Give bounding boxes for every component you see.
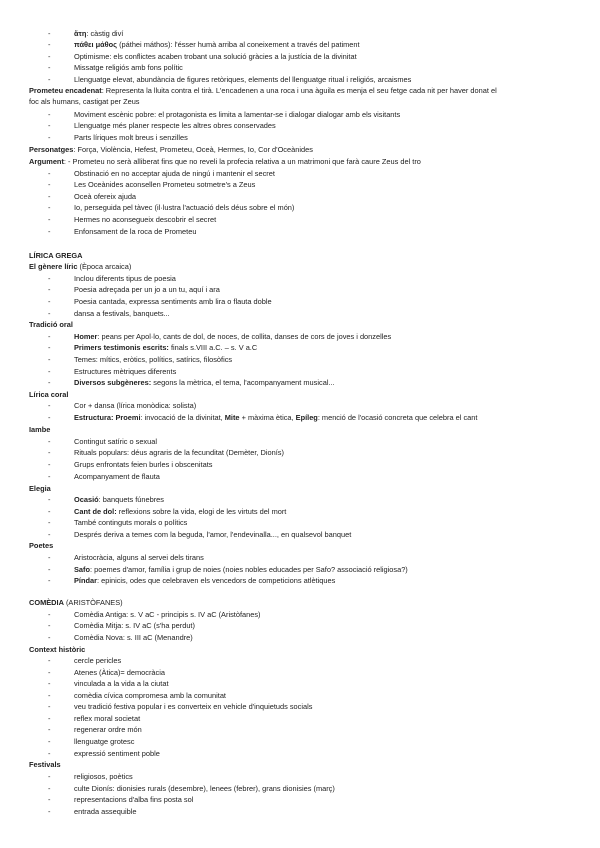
text: (páthei máthos): l'ésser humà arriba al coneixement a través del patiment	[117, 40, 360, 49]
list-item	[74, 378, 335, 388]
term: ἄτη	[74, 29, 87, 38]
list-item	[74, 75, 411, 85]
list-item	[74, 355, 232, 365]
text: : epinicis, odes que celebraven els vencedors de competicions atlètiques	[97, 576, 336, 585]
list-item: - Atenes (Àtica)= democràcia	[74, 668, 165, 678]
text: : peans per Apol·lo, cants de dol, de noces, de collita, danses de cors de joves i donzelles	[97, 332, 392, 341]
term: Safo	[74, 565, 91, 574]
personatges-label: Personatges	[29, 145, 74, 154]
list-item: - religiosos, poètics	[74, 772, 133, 782]
list-item: - cercle pericles	[74, 656, 121, 666]
comedia-note: (ARISTÒFANES)	[63, 598, 123, 607]
text: Estructures mètriques diferents	[74, 367, 177, 376]
section-title-lirica: LÍRICA GREGA	[29, 251, 83, 260]
argument-label: Argument	[29, 157, 64, 166]
text: : càstig diví	[86, 29, 124, 38]
text: Temes: mítics, eròtics, polítics, satírics, filosòfics	[74, 355, 233, 364]
text: Llenguatge elevat, abundància de figures retòriques, elements del llenguatge ritual i religiós, arcaismes	[74, 75, 412, 84]
list-item: - Les Oceànides aconsellen Prometeu sotmetre's a Zeus	[74, 180, 255, 190]
list-item: - entrada assequible	[74, 807, 136, 817]
list-item: - Comèdia Nova: s. III aC (Menandre)	[74, 633, 193, 643]
list-item	[74, 565, 408, 575]
list-item	[74, 553, 204, 563]
text: Aristocràcia, alguns al servei dels tirans	[74, 553, 204, 562]
list-item: - Contingut satíric o sexual	[74, 437, 157, 447]
coral-heading: Lírica coral	[29, 390, 69, 399]
list-item: - Enfonsament de la roca de Prometeu	[74, 227, 196, 237]
term: Estructura: Proemi	[74, 413, 141, 422]
list-item	[74, 63, 183, 73]
list-item: - expressió sentiment poble	[74, 749, 160, 759]
list-item: - Hermes no aconsegueix descobrir el secret	[74, 215, 216, 225]
term: πάθει μάθος	[74, 40, 118, 49]
text: finals s.VIII a.C. – s. V a.C	[168, 343, 258, 352]
text: segons la mètrica, el tema, l'acompanyament musical...	[151, 378, 335, 387]
list-item	[74, 413, 477, 423]
personatges-text: : Força, Violència, Hefest, Prometeu, Oceà, Hermes, Io, Cor d'Oceànides	[73, 145, 313, 154]
list-item: - culte Dionís: dionisies rurals (desembre), lenees (febrer), grans dionisies (març)	[74, 784, 335, 794]
list-item: - Io, perseguida pel tàvec (il·lustra l'actuació dels déus sobre el món)	[74, 203, 294, 213]
prometeu-text-cont: foc als humans, castigat per Zeus	[29, 97, 140, 106]
list-item: - Moviment escènic pobre: el protagonista es limita a lamentar-se i dialogar dialogar amb els visitants	[74, 110, 400, 120]
text: : invocació de la divinitat,	[140, 413, 225, 422]
list-item	[74, 507, 286, 517]
list-item: - vinculada a la vida a la ciutat	[74, 679, 169, 689]
tradicio-heading: Tradició oral	[29, 320, 73, 329]
list-item: - Oceà ofereix ajuda	[74, 192, 136, 202]
term: Mite	[224, 413, 240, 422]
comedia-title: COMÈDIA	[29, 598, 64, 607]
prometeu-label: Prometeu encadenat	[29, 86, 102, 95]
list-item	[74, 576, 335, 586]
list-item: - representacions d'alba fins posta sol	[74, 795, 193, 805]
term: Ocasió	[74, 495, 99, 504]
list-item	[74, 530, 351, 540]
text: Optimisme: els conflictes acaben trobant una solució gràcies a la justícia de la divinitat	[74, 52, 357, 61]
list-item	[74, 495, 164, 505]
list-item: - veu tradició festiva popular i es converteix en vehicle d'inquietuds socials	[74, 702, 312, 712]
text: : menció de l'ocasió concreta que celebra el cant	[317, 413, 478, 422]
list-item: - Poesia cantada, expressa sentiments amb lira o flauta doble	[74, 297, 272, 307]
term: Diversos subgèneres:	[74, 378, 152, 387]
term: Píndar	[74, 576, 97, 585]
text: També continguts morals o polítics	[74, 518, 188, 527]
list-item: - llenguatge grotesc	[74, 737, 134, 747]
text: Després deriva a temes com la beguda, l'amor, l'endevinalla..., en qualsevol banquet	[74, 530, 352, 539]
list-item: - Parts líriques molt breus i senzilles	[74, 133, 188, 143]
iambe-heading: Iambe	[29, 425, 51, 434]
genere-label: El gènere líric	[29, 262, 78, 271]
list-item: - Cor + dansa (lírica monòdica: solista)	[74, 401, 196, 411]
term: Epíleg	[295, 413, 318, 422]
list-item	[74, 343, 257, 353]
list-item: - Rituals populars: déus agraris de la fecunditat (Demèter, Dionís)	[74, 448, 284, 458]
poetes-heading: Poetes	[29, 541, 54, 550]
list-item: - Obstinació en no acceptar ajuda de ningú i mantenir el secret	[74, 169, 275, 179]
list-item: - Poesia adreçada per un jo a un tu, aquí i ara	[74, 285, 220, 295]
list-item	[74, 29, 123, 39]
list-item: - comèdia cívica compromesa amb la comunitat	[74, 691, 226, 701]
prometeu-paragraph-cont	[29, 97, 140, 107]
text: reflexions sobre la vida, elogi de les virtuts del mort	[116, 507, 287, 516]
term: Primers testimonis escrits:	[74, 343, 169, 352]
term: Cant de dol:	[74, 507, 117, 516]
text: : banquets fúnebres	[98, 495, 164, 504]
list-item: - Comèdia Mitja: s. IV aC (s'ha perdut)	[74, 621, 195, 631]
text: : poemes d'amor, família i grup de noies (noies nobles educades per Safo? associació religiosa?)	[90, 565, 408, 574]
list-item: - Acompanyament de flauta	[74, 472, 160, 482]
argument-text: : - Prometeu no serà alliberat fins que no reveli la profecia relativa a un matrimoni que farà caure Zeus del tro	[63, 157, 421, 166]
text: + màxima ètica,	[239, 413, 296, 422]
list-item	[74, 40, 360, 50]
prometeu-text: : Representa la lluita contra el tirà. L'encadenen a una roca i una àguila es menja el seu fetge cada nit per haver donat el	[101, 86, 497, 95]
personatges-line	[29, 145, 313, 155]
list-item	[74, 518, 187, 528]
list-item: - Llenguatge més planer respecte les altres obres conservades	[74, 121, 276, 131]
list-item	[74, 367, 176, 377]
argument-line	[29, 157, 421, 167]
list-item: - Comèdia Antiga: s. V aC - principis s. IV aC (Aristòfanes)	[74, 610, 260, 620]
list-item: - Grups enfrontats feien burles i obscenitats	[74, 460, 212, 470]
prometeu-paragraph	[29, 86, 497, 96]
context-heading: Context històric	[29, 645, 86, 654]
list-item: - dansa a festivals, banquets...	[74, 309, 170, 319]
list-item	[74, 332, 391, 342]
section-title-comedia	[29, 598, 123, 608]
elegia-heading: Elegia	[29, 484, 51, 493]
list-item: - regenerar ordre món	[74, 725, 142, 735]
term: Homer	[74, 332, 98, 341]
list-item: - reflex moral societat	[74, 714, 140, 724]
genere-heading	[29, 262, 131, 272]
festivals-heading: Festivals	[29, 760, 61, 769]
text: Missatge religiós amb fons polític	[74, 63, 183, 72]
genere-note: (Època arcaica)	[77, 262, 132, 271]
list-item	[74, 52, 357, 62]
list-item: - Inclou diferents tipus de poesia	[74, 274, 176, 284]
